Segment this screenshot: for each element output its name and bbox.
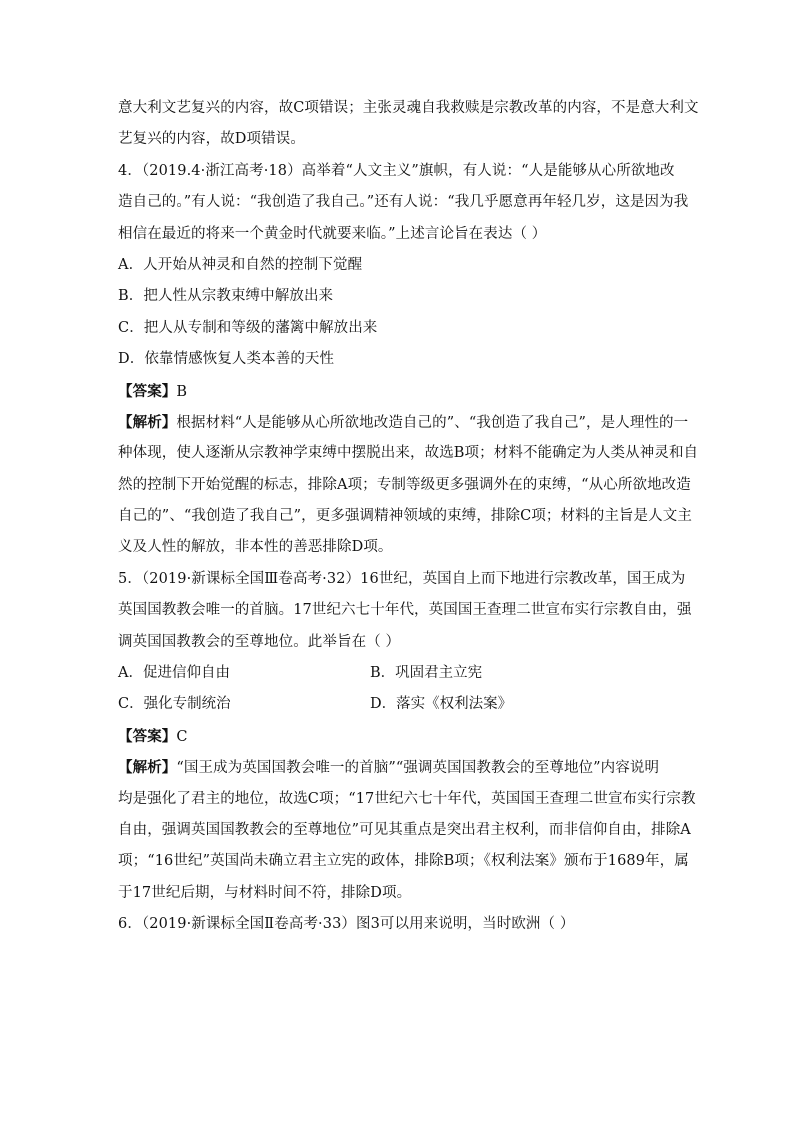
question-stem: 调英国国教教会的至尊地位。此举旨在（ ） xyxy=(118,633,401,650)
question-stem: 相信在最近的将来一个黄金时代就要来临。”上述言论旨在表达（ ） xyxy=(118,225,547,242)
question-stem: 英国国教教会唯一的首脑。17世纪六七十年代，英国国王查理二世宣布实行宗教自由，强 xyxy=(118,602,692,619)
analysis-line: 均是强化了君主的地位，故选C项；“17世纪六七十年代，英国国王查理二世宣布实行宗教 xyxy=(118,790,696,807)
text-line: 艺复兴的内容，故D项错误。 xyxy=(118,131,305,148)
option-b: B．把人性从宗教束缚中解放出来 xyxy=(118,288,334,305)
option-d: D．依靠情感恢复人类本善的天性 xyxy=(118,351,335,368)
answer-line xyxy=(118,721,680,752)
question-stem: 6．（2019·新课标全国Ⅱ卷高考·33）图3可以用来说明，当时欧洲（ ） xyxy=(118,916,575,933)
analysis-line: 义及人性的解放，非本性的善恶排除D项。 xyxy=(118,539,393,556)
analysis-line: 于17世纪后期，与材料时间不符，排除D项。 xyxy=(118,884,412,901)
analysis-line: 自己的”、“我创造了我自己”，更多强调精神领域的束缚，排除C项；材料的主旨是人文主 xyxy=(118,508,692,525)
question-stem: 造自己的。”有人说：“我创造了我自己。”还有人说：“我几乎愿意再年轻几岁，这是因为我 xyxy=(118,194,689,211)
answer-line xyxy=(118,376,680,407)
option-a: A．促进信仰自由 xyxy=(118,665,230,682)
options-row xyxy=(118,658,680,689)
analysis-text: 根据材料“人是能够从心所欲地改造自己的”、“我创造了我自己”，是人理性的一 xyxy=(176,414,689,431)
analysis-line: 自由，强调英国国教教会的至尊地位”可见其重点是突出君主权利，而非信仰自由，排除A xyxy=(118,821,691,838)
analysis-line: 然的控制下开始觉醒的标志，排除A项；专制等级更多强调外在的束缚，“从心所欲地改造 xyxy=(118,476,691,493)
analysis-label: 【解析】 xyxy=(118,759,177,777)
answer-label: 【答案】 xyxy=(118,382,177,400)
text-line: 意大利文艺复兴的内容，故C项错误；主张灵魂自我救赎是宗教改革的内容，不是意大利文 xyxy=(118,100,699,116)
analysis-text: “国王成为英国国教会唯一的首脑”“强调英国国教教会的至尊地位”内容说明 xyxy=(176,760,660,777)
question-stem: 5．（2019·新课标全国Ⅲ卷高考·32）16世纪，英国自上而下地进行宗教改革，国王成为 xyxy=(118,570,686,587)
analysis-label: 【解析】 xyxy=(118,413,177,431)
answer-value: C xyxy=(176,728,188,745)
option-c: C．强化专制统治 xyxy=(118,696,231,713)
document-page xyxy=(118,93,699,941)
analysis-line: 种体现，使人逐渐从宗教神学束缚中摆脱出来，故选B项；材料不能确定为人类从神灵和自 xyxy=(118,445,699,462)
option-c: C．把人从专制和等级的藩篱中解放出来 xyxy=(118,319,378,336)
analysis-line xyxy=(118,407,689,438)
answer-label: 【答案】 xyxy=(118,727,177,745)
options-row xyxy=(118,689,680,720)
option-a: A．人开始从神灵和自然的控制下觉醒 xyxy=(118,256,363,273)
answer-value: B xyxy=(176,383,188,400)
analysis-line: 项；“16世纪”英国尚未确立君主立宪的政体，排除B项；《权利法案》颁布于1689年，属 xyxy=(118,853,689,870)
analysis-line xyxy=(118,752,680,783)
option-b: B．巩固君主立宪 xyxy=(370,665,483,682)
question-stem: 4．（2019.4·浙江高考·18）高举着“人文主义”旗帜，有人说：“人是能够从心所欲地改 xyxy=(118,162,675,179)
option-d: D．落实《权利法案》 xyxy=(370,696,513,713)
